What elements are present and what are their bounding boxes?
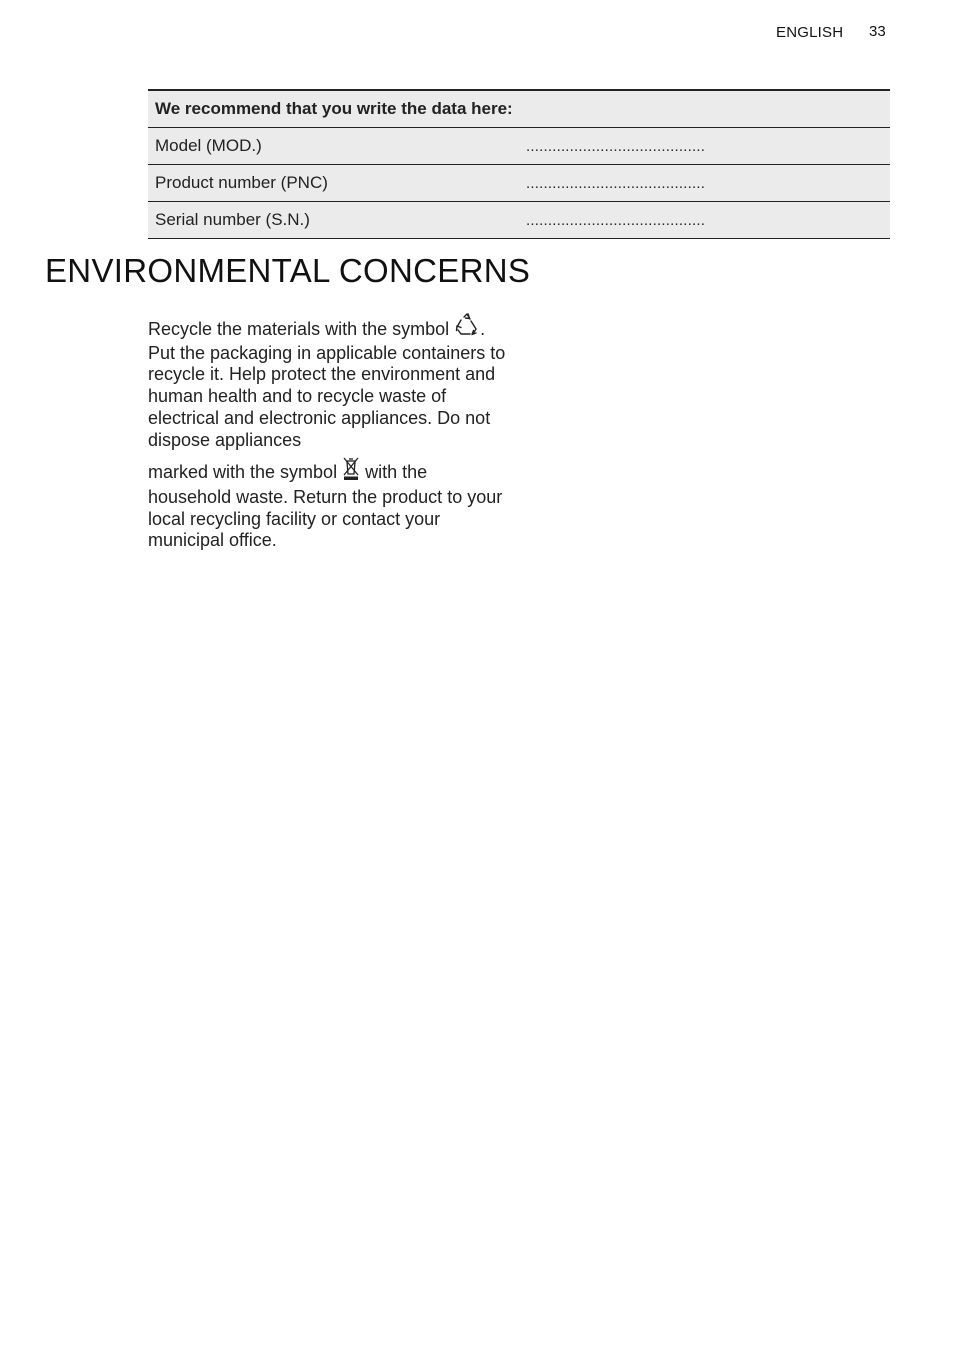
table-heading: We recommend that you write the data here: xyxy=(148,90,890,128)
product-number-value: ......................................... xyxy=(519,165,890,202)
serial-number-label: Serial number (S.N.) xyxy=(148,202,519,239)
bin-text-before: marked with the symbol xyxy=(148,462,338,483)
environmental-paragraph xyxy=(148,313,508,451)
environmental-paragraph-2 xyxy=(148,457,508,552)
product-data-table xyxy=(148,89,890,239)
header-language: ENGLISH xyxy=(776,24,844,41)
model-value: ......................................... xyxy=(519,128,890,165)
environmental-text xyxy=(148,313,508,552)
recycle-icon xyxy=(454,313,480,343)
recycle-text-after: . Put the packaging in applicable containers to recycle it. Help protect the environment and human health and to recycle waste of electrical and electronic appliances. Do not dispose appliances xyxy=(148,319,506,450)
recycle-text-before: Recycle the materials with the symbol xyxy=(148,319,450,339)
serial-number-value: ......................................... xyxy=(519,202,890,239)
table-row xyxy=(148,165,890,202)
table-row xyxy=(148,202,890,239)
section-title: ENVIRONMENTAL CONCERNS xyxy=(45,252,531,289)
model-label: Model (MOD.) xyxy=(148,128,519,165)
product-number-label: Product number (PNC) xyxy=(148,165,519,202)
page-number: 33 xyxy=(869,23,886,40)
table-heading-row xyxy=(148,90,890,128)
table-row xyxy=(148,128,890,165)
crossed-out-bin-icon xyxy=(342,457,360,487)
bin-text-after: with the household waste. Return the product to your local recycling facility or contact your municipal office. xyxy=(148,462,503,551)
